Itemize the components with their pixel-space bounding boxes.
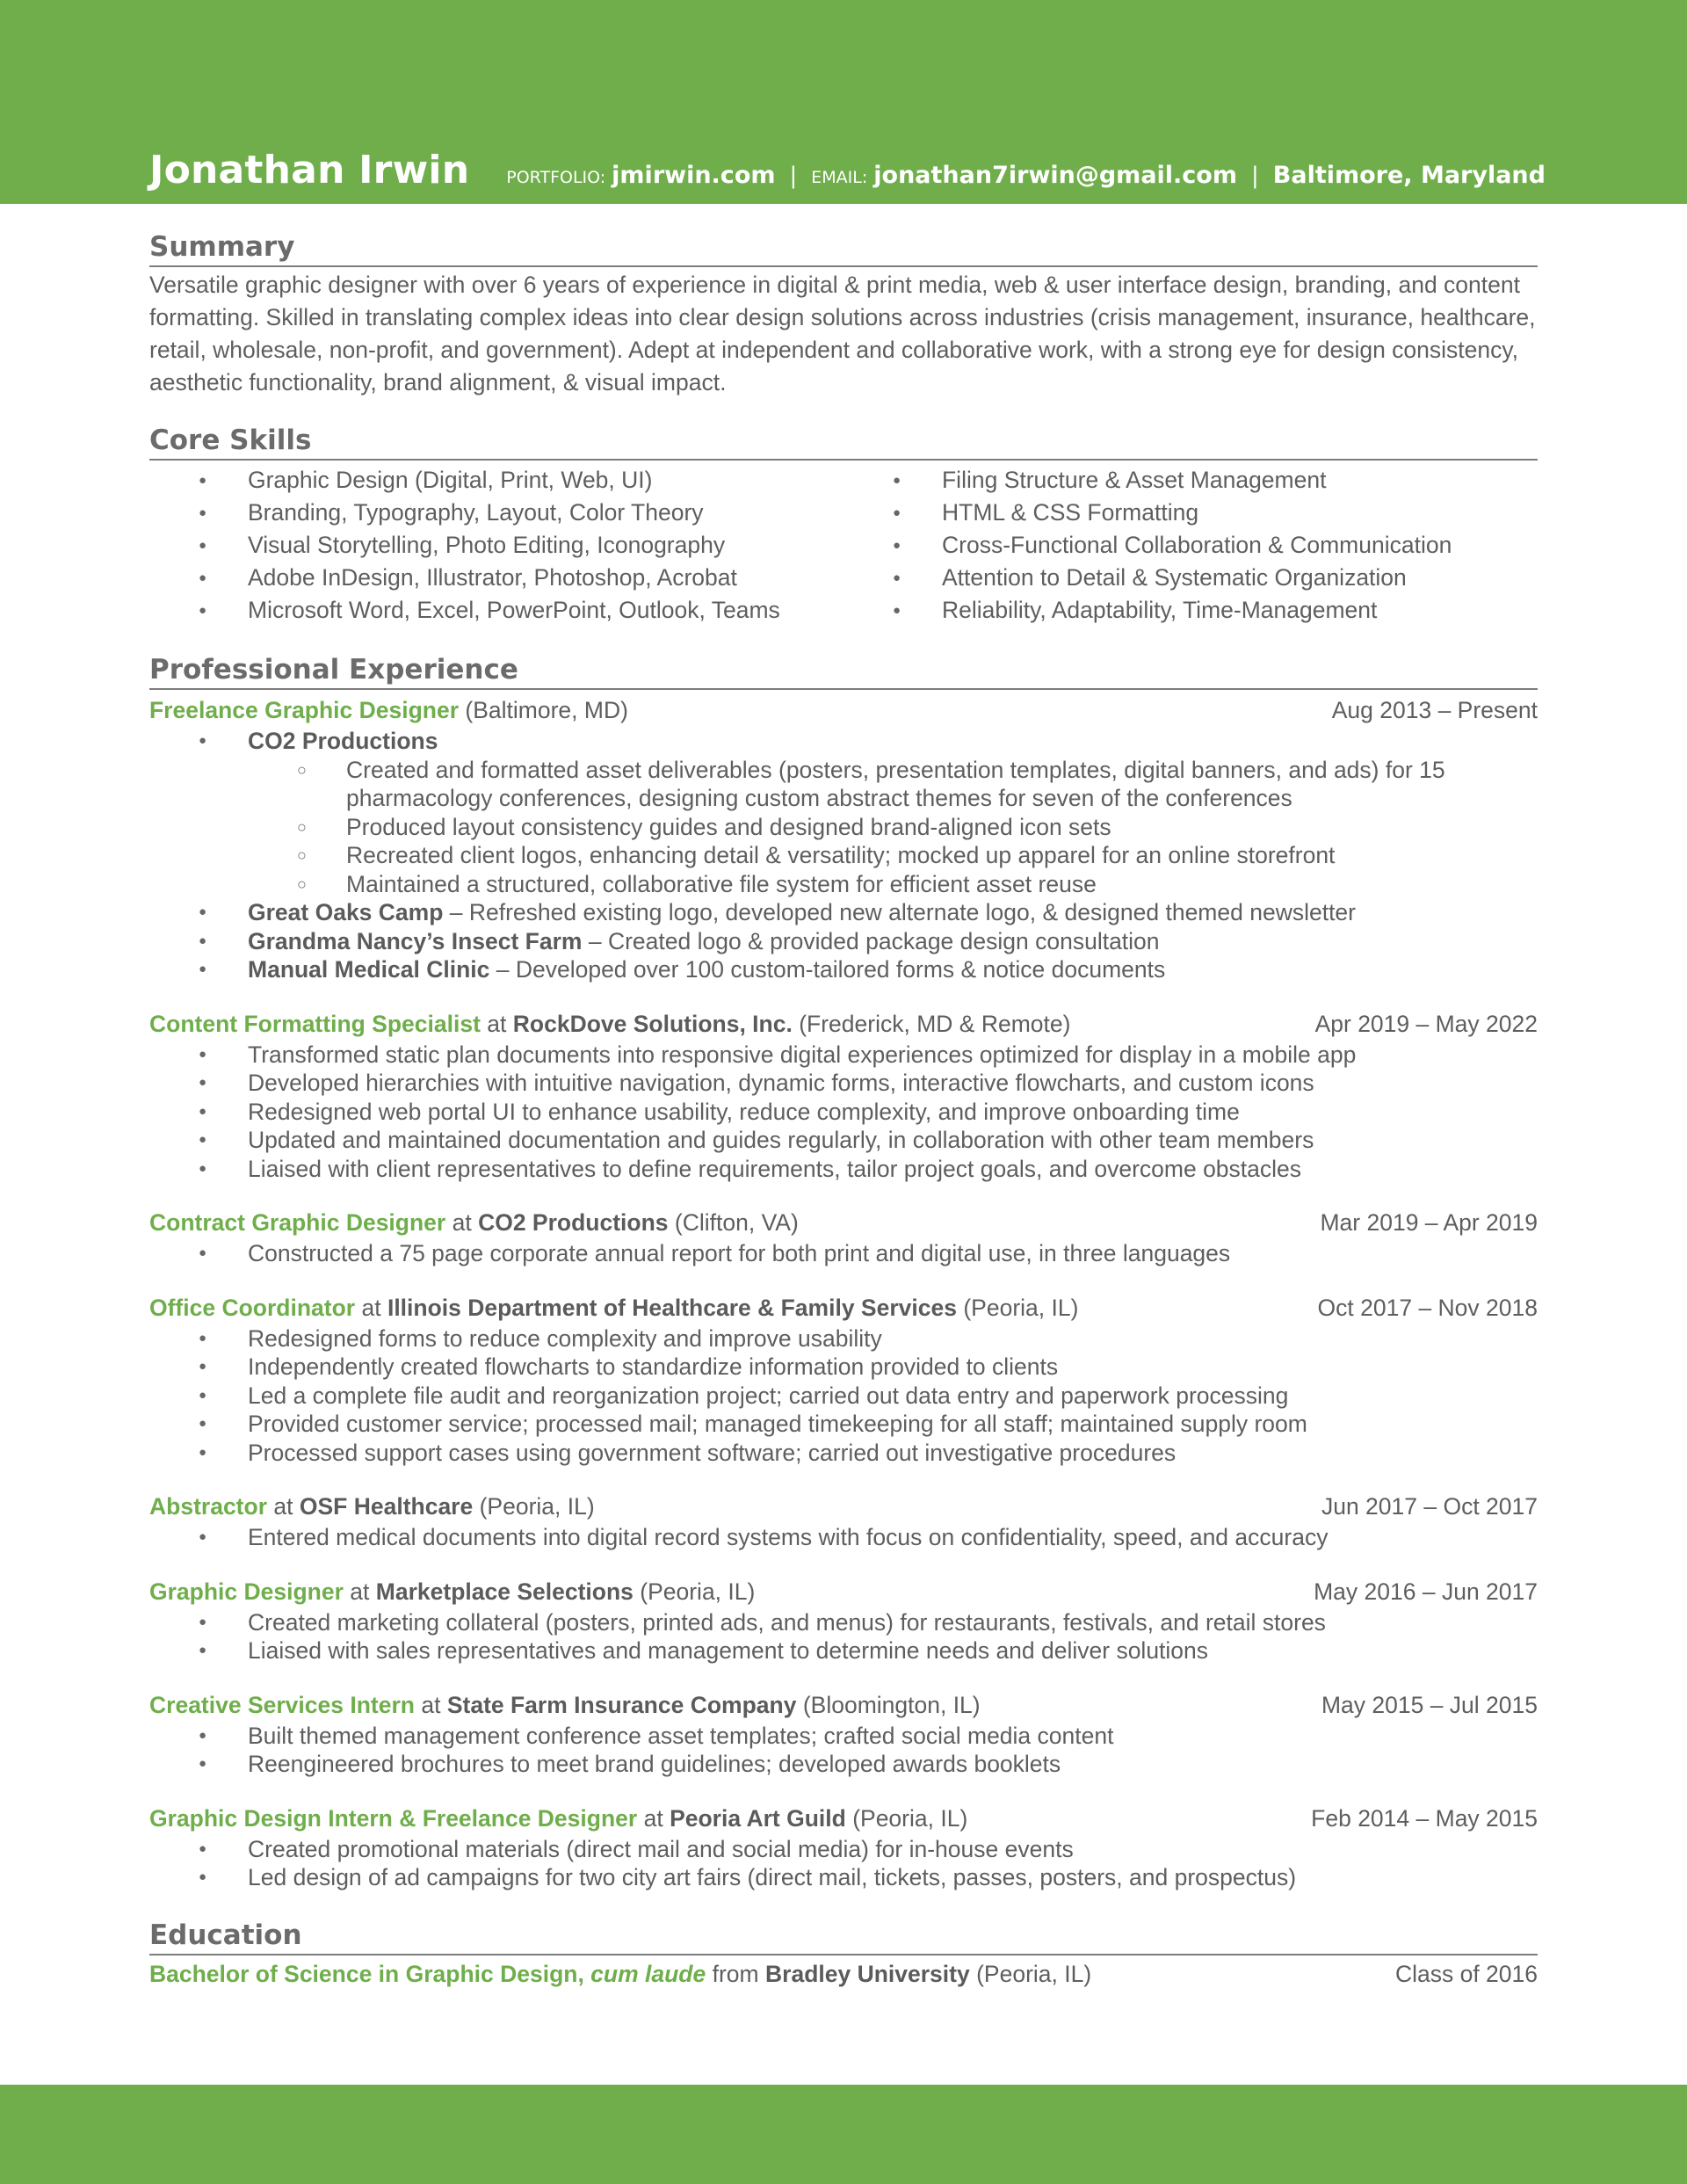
job-entry [149, 1007, 1538, 1184]
client-item [149, 955, 1538, 984]
client-item [149, 898, 1538, 927]
job-header [149, 1802, 1538, 1835]
job-dates: Feb 2014 – May 2015 [1311, 1804, 1538, 1832]
location: Baltimore, Maryland [1272, 162, 1546, 189]
job-at: at [487, 1010, 507, 1037]
client-desc: – Refreshed existing logo, developed new alternate logo, & designed themed newsletter [443, 899, 1356, 925]
job-bullet: ● Led design of ad campaigns for two city art fairs (direct mail, tickets, passes, posters, and prospectus) [149, 1863, 1538, 1892]
job-location: (Frederick, MD & Remote) [799, 1010, 1071, 1037]
job-at: at [350, 1578, 370, 1605]
job-bullets [149, 1324, 1538, 1468]
client-detail: ○ Produced layout consistency guides and designed brand-aligned icon sets [149, 813, 1538, 842]
section-title-experience: Professional Experience [149, 653, 1538, 690]
job-header [149, 1490, 1538, 1523]
portfolio-label: PORTFOLIO: [506, 168, 606, 187]
skills-column-left [149, 464, 844, 627]
job-bullet: ● Created marketing collateral (posters, printed ads, and menus) for restaurants, festivals, and retail stores [149, 1608, 1538, 1637]
client-name: CO2 Productions [248, 728, 438, 754]
job-entry [149, 693, 1538, 984]
job-header [149, 1007, 1538, 1041]
job-bullet: ● Led a complete file audit and reorganization project; carried out data entry and paperwork processing [149, 1382, 1538, 1411]
client-item [149, 927, 1538, 956]
client-desc: – Developed over 100 custom-tailored forms & notice documents [489, 956, 1166, 983]
job-org: OSF Healthcare [299, 1493, 474, 1520]
job-role: Abstractor [149, 1493, 268, 1520]
job-bullets [149, 1608, 1538, 1665]
client-detail: ○ Recreated client logos, enhancing detail & versatility; mocked up apparel for an online storefront [149, 841, 1538, 870]
skill-item: ● Branding, Typography, Layout, Color Theory [149, 497, 844, 529]
job-bullet: ● Updated and maintained documentation and guides regularly, in collaboration with other team members [149, 1126, 1538, 1155]
graduation-year: Class of 2016 [1394, 1960, 1538, 1987]
skill-item: ● Cross-Functional Collaboration & Communication [844, 529, 1538, 562]
job-bullet: ● Liaised with sales representatives and management to determine needs and deliver solutions [149, 1636, 1538, 1665]
job-location: (Bloomington, IL) [802, 1691, 981, 1718]
skill-item: ● Graphic Design (Digital, Print, Web, UI) [149, 464, 844, 497]
job-role: Office Coordinator [149, 1294, 356, 1321]
job-org: RockDove Solutions, Inc. [512, 1010, 793, 1037]
job-location: (Peoria, IL) [963, 1294, 1079, 1321]
resume-header [149, 148, 1546, 192]
client-details [248, 756, 1538, 899]
client-desc: – Created logo & provided package design consultation [582, 927, 1160, 954]
section-title-education: Education [149, 1919, 1538, 1955]
job-header [149, 693, 1538, 727]
job-bullet: ● Developed hierarchies with intuitive navigation, dynamic forms, interactive flowcharts, and custom icons [149, 1069, 1538, 1098]
section-title-summary: Summary [149, 230, 1538, 267]
client-name: Great Oaks Camp [248, 899, 444, 925]
client-name: Grandma Nancy’s Insect Farm [248, 927, 583, 954]
skill-item: ● Filing Structure & Asset Management [844, 464, 1538, 497]
email-link[interactable]: jonathan7irwin@gmail.com [873, 162, 1237, 189]
email-label: EMAIL: [811, 168, 868, 187]
client-detail: ○ Maintained a structured, collaborative file system for efficient asset reuse [149, 870, 1538, 899]
job-dates: Oct 2017 – Nov 2018 [1317, 1294, 1538, 1321]
job-entry [149, 1490, 1538, 1552]
job-role: Content Formatting Specialist [149, 1010, 481, 1037]
skill-item: ● HTML & CSS Formatting [844, 497, 1538, 529]
job-at: at [643, 1804, 663, 1832]
footer-band [0, 2085, 1687, 2184]
degree: Bachelor of Science in Graphic Design, [149, 1960, 591, 1987]
job-dates: Apr 2019 – May 2022 [1314, 1010, 1538, 1037]
section-title-skills: Core Skills [149, 424, 1538, 461]
job-entry [149, 1206, 1538, 1268]
education-from: from [712, 1960, 759, 1987]
job-role: Graphic Designer [149, 1578, 344, 1605]
skill-item: ● Reliability, Adaptability, Time-Management [844, 594, 1538, 627]
client-name: Manual Medical Clinic [248, 956, 490, 983]
job-at: at [361, 1294, 381, 1321]
job-bullet: ● Built themed management conference asset templates; crafted social media content [149, 1722, 1538, 1751]
separator: | [1251, 163, 1259, 189]
job-header [149, 1688, 1538, 1722]
skill-item: ● Attention to Detail & Systematic Organization [844, 562, 1538, 594]
job-role: Freelance Graphic Designer [149, 697, 460, 723]
job-at: at [273, 1493, 293, 1520]
job-entry [149, 1688, 1538, 1779]
job-bullet: ● Reengineered brochures to meet brand guidelines; developed awards booklets [149, 1750, 1538, 1779]
skill-item: ● Visual Storytelling, Photo Editing, Iconography [149, 529, 844, 562]
job-header [149, 1575, 1538, 1608]
job-dates: Aug 2013 – Present [1331, 697, 1538, 723]
skills-list [149, 464, 1538, 627]
candidate-name: Jonathan Irwin [149, 148, 470, 192]
job-header [149, 1291, 1538, 1324]
school-location: (Peoria, IL) [976, 1960, 1092, 1987]
job-org: Illinois Department of Healthcare & Family Services [387, 1294, 957, 1321]
job-org: Peoria Art Guild [670, 1804, 846, 1832]
client-item [149, 727, 1538, 898]
job-location: (Baltimore, MD) [465, 697, 628, 723]
job-bullets [149, 1523, 1538, 1552]
job-location: (Peoria, IL) [640, 1578, 756, 1605]
job-at: at [421, 1691, 441, 1718]
job-bullets [149, 727, 1538, 984]
job-entry [149, 1575, 1538, 1665]
job-bullet: ● Entered medical documents into digital record systems with focus on confidentiality, speed, and accuracy [149, 1523, 1538, 1552]
client-detail: ○ Created and formatted asset deliverables (posters, presentation templates, digital banners, and ads) for 15 pharmacology conferences, designing custom abstract themes for seven of the conferences [149, 756, 1538, 813]
job-role: Contract Graphic Designer [149, 1209, 446, 1236]
job-dates: Mar 2019 – Apr 2019 [1320, 1209, 1538, 1236]
job-org: CO2 Productions [478, 1209, 669, 1236]
job-bullets [149, 1722, 1538, 1779]
job-bullets [149, 1835, 1538, 1892]
skills-column-right [844, 464, 1538, 627]
job-role: Graphic Design Intern & Freelance Designer [149, 1804, 638, 1832]
job-bullet: ● Constructed a 75 page corporate annual report for both print and digital use, in three languages [149, 1239, 1538, 1268]
job-bullet: ● Created promotional materials (direct mail and social media) for in-house events [149, 1835, 1538, 1864]
job-role: Creative Services Intern [149, 1691, 415, 1718]
skill-item: ● Microsoft Word, Excel, PowerPoint, Outlook, Teams [149, 594, 844, 627]
job-location: (Peoria, IL) [479, 1493, 595, 1520]
job-at: at [452, 1209, 472, 1236]
education-entry [149, 1957, 1538, 1991]
job-bullet: ● Redesigned forms to reduce complexity and improve usability [149, 1324, 1538, 1353]
job-bullets [149, 1041, 1538, 1184]
skill-item: ● Adobe InDesign, Illustrator, Photoshop, Acrobat [149, 562, 844, 594]
summary-text: Versatile graphic designer with over 6 years of experience in digital & print media, web & user interface design, branding, and content formatting. Skilled in translating complex ideas into clear design solutions across industries (crisis management, insurance, healthcare, retail, wholesale, non-profit, and government). Adept at independent and collaborative work, with a strong eye for design consistency, aesthetic functionality, brand alignment, & visual impact. [149, 272, 1536, 395]
job-entry [149, 1291, 1538, 1468]
job-bullet: ● Processed support cases using government software; carried out investigative procedures [149, 1439, 1538, 1468]
job-bullet: ● Provided customer service; processed mail; managed timekeeping for all staff; maintained supply room [149, 1410, 1538, 1439]
job-org: State Farm Insurance Company [446, 1691, 797, 1718]
job-bullet: ● Redesigned web portal UI to enhance usability, reduce complexity, and improve onboarding time [149, 1098, 1538, 1127]
job-dates: May 2016 – Jun 2017 [1314, 1578, 1538, 1605]
job-location: (Peoria, IL) [852, 1804, 968, 1832]
job-bullets [149, 1239, 1538, 1268]
job-bullet: ● Liaised with client representatives to define requirements, tailor project goals, and overcome obstacles [149, 1155, 1538, 1184]
job-bullet: ● Independently created flowcharts to standardize information provided to clients [149, 1353, 1538, 1382]
job-bullet: ● Transformed static plan documents into responsive digital experiences optimized for display in a mobile app [149, 1041, 1538, 1070]
job-entry [149, 1802, 1538, 1892]
contact-line [506, 162, 1546, 189]
separator: | [789, 163, 798, 189]
resume-body [149, 230, 1538, 1991]
school-name: Bradley University [765, 1960, 970, 1987]
portfolio-link[interactable]: jmirwin.com [612, 162, 776, 189]
job-dates: Jun 2017 – Oct 2017 [1321, 1493, 1538, 1520]
job-header [149, 1206, 1538, 1239]
degree-honors: cum laude [590, 1960, 706, 1987]
job-location: (Clifton, VA) [674, 1209, 799, 1236]
job-dates: May 2015 – Jul 2015 [1321, 1691, 1538, 1718]
job-org: Marketplace Selections [375, 1578, 634, 1605]
